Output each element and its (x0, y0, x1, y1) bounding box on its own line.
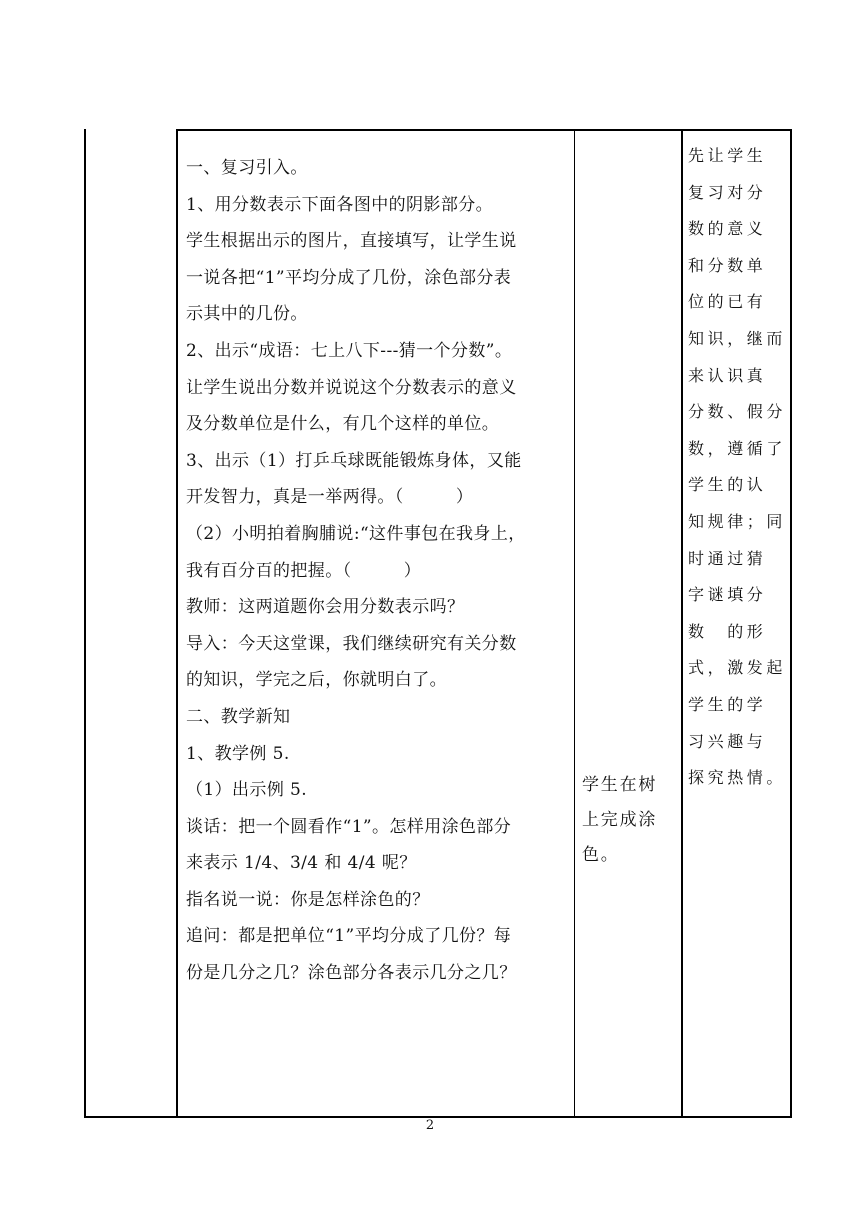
process-line: 的知识，学完之后，你就明白了。 (186, 670, 447, 691)
process-line: 来表示 1/4、3/4 和 4/4 呢？ (186, 853, 417, 874)
table-right-border (790, 129, 792, 1118)
process-line: 学生根据出示的图片，直接填写，让学生说 (186, 231, 517, 252)
design-line: 数，遵循了 (688, 438, 787, 458)
design-line: 字谜填分 (688, 585, 767, 605)
process-line: 我有百分百的把握。（ ） (186, 560, 422, 581)
process-line: 二、教学新知 (186, 706, 291, 727)
design-line: 知规律；同 (688, 511, 787, 531)
design-line: 数 的形 (688, 621, 767, 641)
process-line: 开发智力，真是一举两得。（ ） (186, 487, 474, 508)
process-line: 教师：这两道题你会用分数表示吗？ (186, 597, 465, 618)
teaching-process-cell (186, 150, 570, 992)
process-line: 3、出示（1）打乒乓球既能锻炼身体，又能 (186, 450, 522, 471)
design-line: 探究热情。 (688, 768, 787, 788)
process-line: 一说各把“1”平均分成了几份，涂色部分表 (186, 267, 512, 288)
design-line: 位的已有 (688, 292, 767, 312)
column-divider-3 (681, 129, 683, 1118)
design-line: 时通过猜 (688, 548, 767, 568)
process-line: 让学生说出分数并说说这个分数表示的意义 (186, 377, 517, 398)
table-left-border (84, 129, 86, 1118)
design-line: 和分数单 (688, 255, 767, 275)
process-line: 1、用分数表示下面各图中的阴影部分。 (186, 194, 494, 215)
process-line: 2、出示“成语：七上八下---猜一个分数”。 (186, 340, 513, 361)
process-line: 指名说一说：你是怎样涂色的？ (186, 889, 430, 910)
student-line: 色。 (582, 845, 620, 865)
column-divider-1 (176, 129, 178, 1118)
process-line: 谈话：把一个圆看作“1”。怎样用涂色部分 (186, 816, 512, 837)
table-top-border (176, 129, 792, 131)
column-divider-2 (574, 129, 575, 1118)
process-line: 导入：今天这堂课，我们继续研究有关分数 (186, 633, 517, 654)
design-intent-cell (688, 138, 787, 797)
student-activity-cell (582, 768, 674, 873)
process-line: 一、复习引入。 (186, 158, 308, 178)
design-line: 复习对分 (688, 182, 767, 202)
design-line: 知识，继而 (688, 328, 787, 348)
design-line: 式，激发起 (688, 658, 787, 678)
process-line: 1、教学例 5. (186, 743, 290, 764)
student-line: 学生在树 (582, 775, 658, 795)
process-line: 示其中的几份。 (186, 304, 308, 325)
process-line: （1）出示例 5. (186, 780, 308, 801)
design-line: 数的意义 (688, 219, 767, 239)
design-line: 学生的学 (688, 694, 767, 714)
design-line: 分数、假分 (688, 402, 787, 422)
design-line: 来认识真 (688, 365, 767, 385)
page-number: 2 (425, 1118, 435, 1133)
process-line: （2）小明拍着胸脯说:“这件事包在我身上， (186, 523, 526, 544)
process-line: 追问：都是把单位“1”平均分成了几份？每 (186, 926, 512, 947)
design-line: 先让学生 (688, 146, 767, 165)
student-line: 上完成涂 (582, 810, 658, 830)
design-line: 学生的认 (688, 475, 767, 495)
process-line: 及分数单位是什么，有几个这样的单位。 (186, 414, 500, 435)
design-line: 习兴趣与 (688, 731, 767, 751)
process-line: 份是几分之几？涂色部分各表示几分之几？ (186, 963, 517, 984)
